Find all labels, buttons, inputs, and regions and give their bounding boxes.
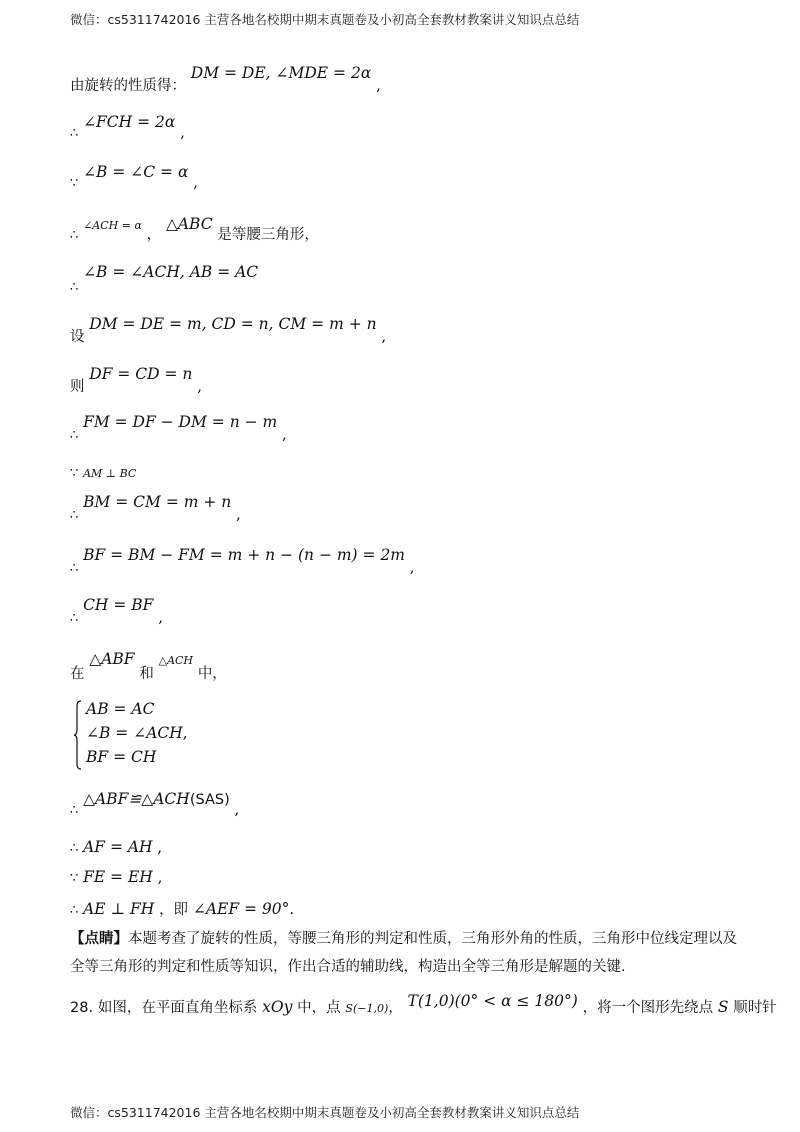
solution-line [70,790,240,818]
angle-expression: ∠AEF = 90° [192,900,290,918]
left-brace-icon [74,700,82,770]
line-prefix: ∴ [70,428,79,443]
question-comma: ， [388,1000,403,1016]
point-t: T(1,0)(0° < α ≤ 180°) [407,992,578,1010]
solution-line [70,363,202,395]
math-expression: DM = DE = m, CD = n, CM = m + n [89,315,377,333]
line-suffix: , [193,173,198,191]
math-expression: AE ⊥ FH [83,900,155,918]
solution-line [70,263,259,295]
line-prefix: ∵ [70,176,79,191]
solution-line [70,463,136,481]
line-prefix: ∴ [70,841,79,856]
line-suffix: , [158,608,163,626]
line-prefix: 设 [70,329,85,345]
line-suffix: 中， [197,666,227,682]
comment-text: 本题考查了旋转的性质，等腰三角形的判定和性质，三角形外角的性质，三角形中位线定理以及全等三角形的判定和性质等知识，作出合适的辅助线，构造出全等三角形是解题的关键. [70,931,737,975]
math-expression: BM = CM = m + n [83,493,232,511]
line-suffix: ，即 [159,902,189,918]
question-text: ，将一个图形先绕点 [582,1000,714,1016]
line-prefix: 由旋转的性质得： [70,78,186,94]
solution-line [70,868,162,886]
system-suffix: , [182,724,188,742]
solution-line [70,596,163,626]
line-prefix: ∵ [70,466,79,481]
solution-line [70,838,162,856]
math-expression: FE = EH [83,868,153,886]
triangle-expression: △ACH [158,654,194,667]
math-expression: ∠B = ∠ACH, AB = AC [83,263,259,281]
solution-line [70,313,387,345]
line-suffix: , [234,800,240,818]
line-suffix: , [236,505,241,523]
comment-paragraph [70,925,740,981]
line-suffix: , [180,123,185,141]
line-prefix: ∵ [70,871,79,886]
solution-line [70,648,227,682]
system-row-text: ∠B = ∠ACH [86,724,183,742]
line-suffix: , [282,425,287,443]
line-suffix: ， [146,227,162,243]
line-prefix: ∴ [70,126,79,141]
line-suffix: , [197,377,202,395]
math-expression: △ABF≌△ACH [83,790,190,808]
line-prefix: ∴ [70,903,79,918]
math-expression: ∠FCH = 2α [83,113,176,131]
solution-line [70,213,319,243]
line-prefix: ∴ [70,803,79,818]
solution-line [70,898,294,919]
line-tail: 是等腰三角形， [217,227,319,243]
math-expression: AM ⊥ BC [83,467,137,480]
point-s: S(−1,0) [345,1002,389,1015]
math-expression: FM = DF − DM = n − m [83,413,278,431]
math-expression: ∠ACH = α [83,219,142,232]
math-paren: (SAS) [189,792,230,808]
line-suffix: , [157,838,163,856]
point-s-ref: S [717,998,729,1016]
line-prefix: 则 [70,379,85,395]
math-expression: CH = BF [83,596,154,614]
math-expression: DF = CD = n [89,365,193,383]
line-suffix: , [376,76,381,94]
line-prefix: ∴ [70,508,79,523]
line-prefix: 在 [70,666,85,682]
page-header: 微信：cs5311742016 主营各地名校期中期末真题卷及小初高全套教材教案讲义知识点总结 [70,12,580,27]
line-suffix: , [157,868,163,886]
line-prefix: ∴ [70,611,79,626]
triangle-expression: △ABF [89,650,135,668]
coord-system-label: xOy [262,998,293,1016]
solution-line [70,546,415,576]
line-suffix: , [409,558,415,576]
math-expression: DM = DE, ∠MDE = 2α [190,64,372,82]
solution-line [70,62,381,94]
line-prefix: ∴ [70,228,79,243]
line-prefix: ∴ [70,561,79,576]
triangle-expression: △ABC [165,215,213,233]
question-number: 28. [70,1000,94,1016]
math-expression: ∠B = ∠C = α [83,163,189,181]
comment-label: 【点睛】 [70,931,128,947]
question-text: 如图，在平面直角坐标系 [97,1000,258,1016]
question-text: 中，点 [297,1000,341,1016]
system-row [86,724,188,742]
solution-line [70,493,241,523]
line-prefix: ∴ [70,280,79,295]
solution-line [70,413,287,443]
question-28 [70,990,777,1016]
system-row: AB = AC [86,700,155,718]
solution-line [70,113,185,141]
question-text: 顺时针 [733,1000,777,1016]
system-row: BF = CH [86,748,157,766]
math-expression: BF = BM − FM = m + n − (n − m) = 2m [83,546,405,564]
line-end: . [289,900,295,918]
page-footer: 微信：cs5311742016 主营各地名校期中期末真题卷及小初高全套教材教案讲义知识点总结 [70,1105,580,1120]
math-expression: AF = AH [83,838,153,856]
line-suffix: , [381,327,387,345]
line-mid: 和 [139,666,154,682]
solution-line [70,163,198,191]
